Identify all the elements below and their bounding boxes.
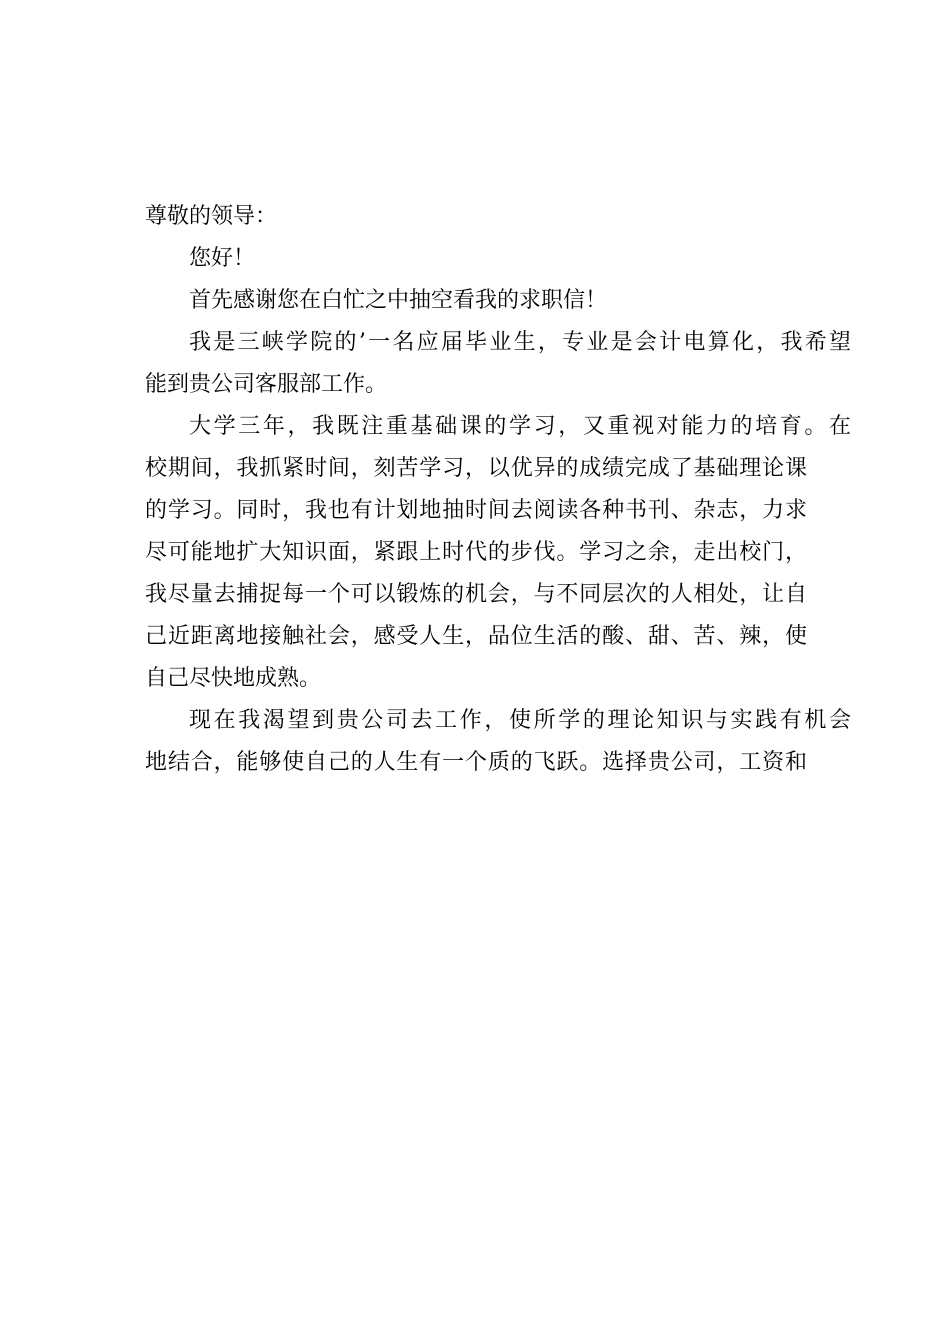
paragraph-thanks: 首先感谢您在白忙之中抽空看我的求职信！: [189, 288, 608, 313]
paragraph-intro-line-2: 能到贵公司客服部工作。: [145, 372, 388, 397]
paragraph-intro-line-1: 我是三峡学院的’一名应届毕业生，专业是会计电算化，我希望: [189, 330, 851, 355]
paragraph-study-line-7: 自己尽快地成熟。: [145, 666, 322, 691]
paragraph-study-line-5: 我尽量去捕捉每一个可以锻炼的机会，与不同层次的人相处，让自: [145, 582, 807, 607]
paragraph-study-line-1: 大学三年，我既注重基础课的学习，又重视对能力的培育。在: [189, 414, 851, 439]
salutation: 尊敬的领导：: [145, 204, 278, 229]
letter-body: [145, 204, 851, 800]
paragraph-study-line-6: 己近距离地接触社会，感受人生，品位生活的酸、甜、苦、辣，使: [145, 624, 807, 649]
paragraph-study-line-4: 尽可能地扩大知识面，紧跟上时代的步伐。学习之余，走出校门，: [145, 540, 807, 565]
paragraph-study-line-3: 的学习。同时，我也有计划地抽时间去阅读各种书刊、杂志，力求: [145, 498, 807, 523]
paragraph-goal-line-2: 地结合，能够使自己的人生有一个质的飞跃。选择贵公司，工资和: [145, 750, 807, 775]
paragraph-study-line-2: 校期间，我抓紧时间，刻苦学习，以优异的成绩完成了基础理论课: [145, 456, 807, 481]
greeting: 您好！: [189, 246, 256, 271]
paragraph-goal-line-1: 现在我渴望到贵公司去工作，使所学的理论知识与实践有机会: [189, 708, 851, 733]
